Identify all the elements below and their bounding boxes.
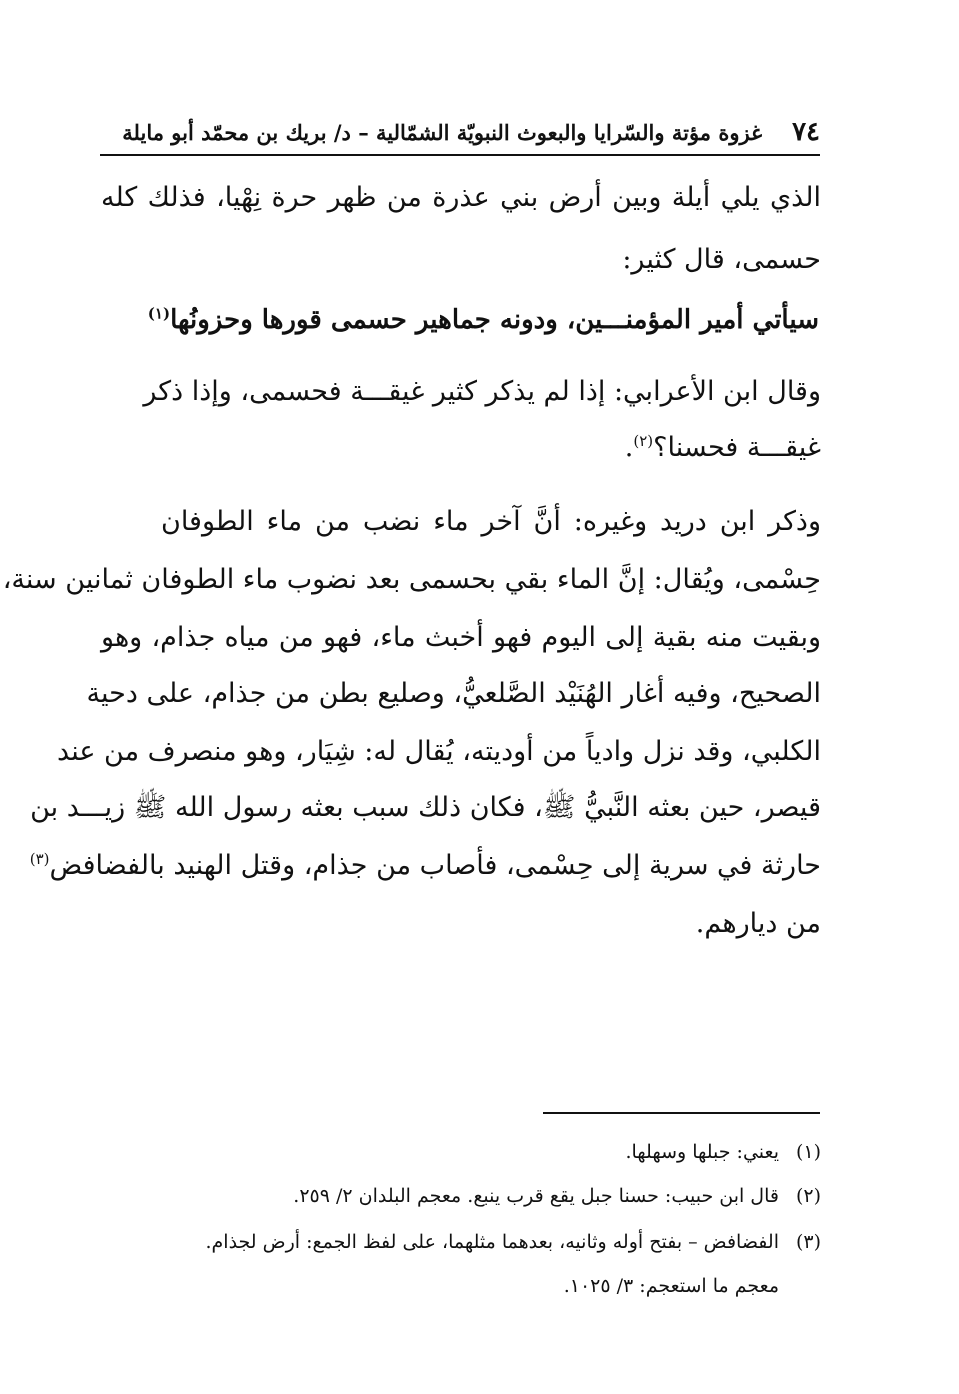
running-header [100, 112, 820, 152]
body-line: من ديارهم. [695, 908, 821, 939]
header-title: غزوة مؤتة والسّرايا والبعوث النبويّة الشمّالية – د/ بريك بن محمّد أبو مايلة [122, 119, 763, 145]
body-line: حِسْمى، ويُقال: إنَّ الماء بقي بحسمى بعد نضوب ماء الطوفان ثمانين سنة، [2, 564, 821, 595]
body-line: قيصر، حين بعثه النَّبيُّ ﷺ، فكان ذلك سبب بعثه رسول الله ﷺ زيـــد بن [30, 792, 821, 823]
footnote-text: معجم ما استعجم: ٣/ ١٠٢٥. [563, 1275, 779, 1297]
line-text: غيقـــة فحسنا؟ [653, 432, 821, 463]
footnote-ref: (٢) [633, 432, 654, 450]
footnote-number: (٢) [795, 1185, 821, 1207]
footnote-ref: (١) [147, 304, 171, 323]
footnote [121, 1180, 821, 1212]
footnote-number: (١) [795, 1141, 821, 1163]
body-line: الصحيح، وفيه أغار الهُنَيْد الصَّلعيُّ، وصليع بطن من جذام، على دحية [86, 678, 821, 709]
body-line: الذي يلي أيلة وبين أرض بني عذرة من ظهر حرة نِهْيا، فذلك كله [101, 182, 821, 213]
footnote-number: (٣) [795, 1231, 821, 1253]
body-line [29, 846, 821, 886]
footnote-text: يعني: جبلها وسهلها. [625, 1141, 779, 1163]
footnote [121, 1226, 821, 1258]
body-line: وبقيت منه بقية إلى اليوم فهو أخبث ماء، فهو من مياه جذام، وهو [101, 622, 821, 653]
line-text: حارثة في سرية إلى حِسْمى، فأصاب من جذام، وقتل الهنيد بالفضافض [49, 850, 821, 881]
footnote-continuation [79, 1270, 779, 1302]
body-line: وقال ابن الأعرابي: إذا لم يذكر كثير غيقـــة فحسمى، وإذا ذكر [143, 376, 821, 407]
footnote-ref: (٣) [29, 850, 50, 868]
footnote-separator [543, 1112, 820, 1114]
verse-text: سيأتي أمير المؤمنـــين، ودونه جماهير حسمى قورها وحزونُها [170, 305, 819, 335]
body-line: الكلبي، وقد نزل وادياً من أوديته، يُقال له: شِيَار، وهو منصرف من عند [57, 736, 821, 767]
body-line: وذكر ابن دريد وغيره: أنَّ آخر ماء نضب من ماء الطوفان [161, 506, 821, 537]
poetry-verse [139, 300, 819, 340]
header-rule [100, 154, 820, 156]
footnote [121, 1136, 821, 1168]
body-line [101, 428, 821, 468]
page-number: ٧٤ [792, 117, 820, 147]
body-line: حسمى، قال كثير: [622, 244, 821, 275]
footnote-text: قال ابن حبيب: حسنا جبل يقع قرب ينبع. معجم البلدان ٢/ ٢٥٩. [293, 1185, 779, 1207]
footnote-text: الفضافض – بفتح أوله وثانيه، بعدهما مثلهما، على لفظ الجمع: أرض لجذام. [205, 1231, 779, 1253]
line-end: . [624, 432, 634, 463]
